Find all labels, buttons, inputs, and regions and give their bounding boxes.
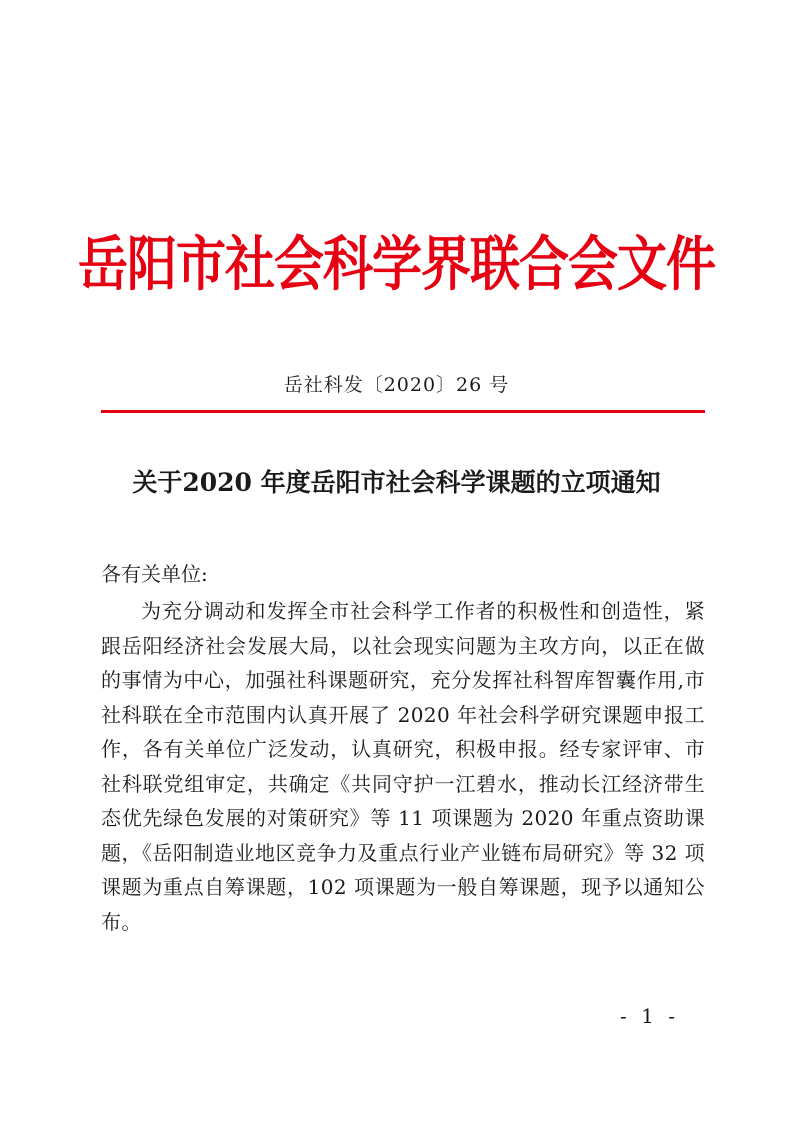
body-paragraph: 为充分调动和发挥全市社会科学工作者的积极性和创造性，紧跟岳阳经济社会发展大局，以社会现实问题为主攻方向，以正在做的事情为中心，加强社科课题研究，充分发挥社科智库智囊作用,市社科联在全市范围内认真开展了 2020 年社会科学研究课题申报工作，各有关单位广泛发动，认真研究，积极申报。经专家评审、市社科联党组审定，共确定《共同守护一江碧水，推动长江经济带生态优先绿色发展的对策研究》等 11 项课题为 2020 年重点资助课题，《岳阳制造业地区竞争力及重点行业产业链布局研究》等 32 项课题为重点自筹课题，102 项课题为一般自筹课题，现予以通知公布。 <box>101 599 705 934</box>
red-divider-line <box>101 410 705 413</box>
page-number: - 1 - <box>620 1004 679 1028</box>
notice-title: 关于2020 年度岳阳市社会科学课题的立项通知 <box>132 468 661 497</box>
document-number: 岳社科发〔2020〕26 号 <box>283 374 510 396</box>
document-masthead: 岳阳市社会科学界联合会文件 <box>78 230 715 299</box>
salutation: 各有关单位: <box>101 562 208 586</box>
